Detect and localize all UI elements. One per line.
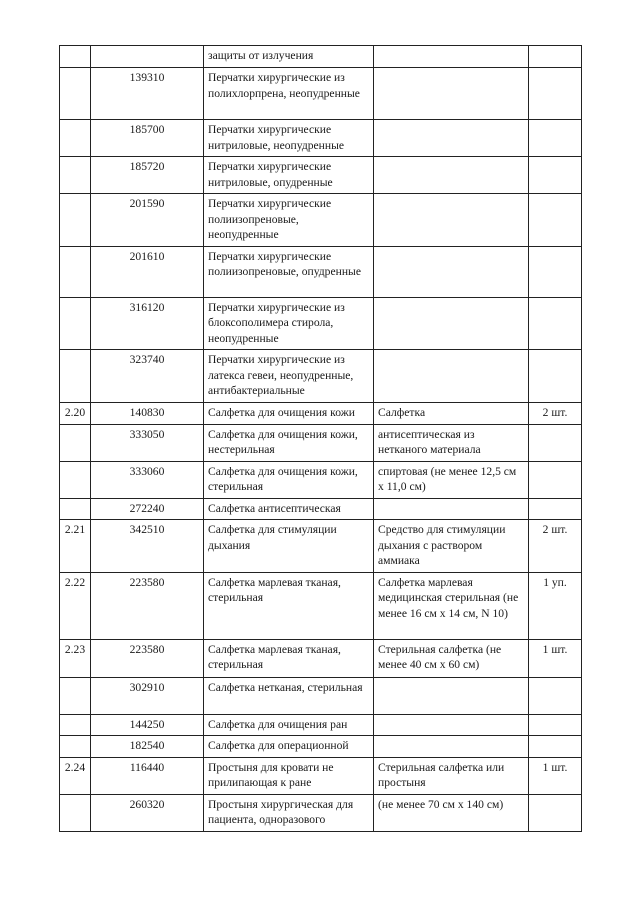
item-name: Салфетка нетканая, стерильная [204, 677, 374, 714]
table-row [60, 520, 582, 573]
item-name: Простыня для кровати не прилипающая к ране [204, 757, 374, 794]
item-code: 333050 [91, 424, 204, 461]
item-requirement [374, 736, 529, 758]
item-code: 182540 [91, 736, 204, 758]
item-code: 333060 [91, 461, 204, 498]
item-code: 185700 [91, 120, 204, 157]
item-code: 201610 [91, 246, 204, 297]
medical-supplies-table [59, 45, 582, 832]
table-row [60, 572, 582, 639]
document-page [59, 45, 582, 832]
item-quantity: 1 шт. [529, 639, 582, 677]
item-requirement [374, 194, 529, 247]
item-quantity [529, 424, 582, 461]
item-requirement [374, 120, 529, 157]
item-number [60, 194, 91, 247]
table-row [60, 639, 582, 677]
table-row [60, 757, 582, 794]
item-name: Простыня хирургическая для пациента, одноразового [204, 794, 374, 831]
item-quantity [529, 350, 582, 403]
item-code: 316120 [91, 297, 204, 350]
table-row [60, 498, 582, 520]
table-row [60, 46, 582, 68]
table-row [60, 402, 582, 424]
item-number [60, 498, 91, 520]
item-number [60, 157, 91, 194]
item-name: Перчатки хирургические из латекса гевеи, неопудренные, антибактериальные [204, 350, 374, 403]
item-requirement [374, 68, 529, 120]
item-quantity [529, 677, 582, 714]
item-name: защиты от излучения [204, 46, 374, 68]
item-quantity [529, 297, 582, 350]
item-number [60, 68, 91, 120]
item-code: 139310 [91, 68, 204, 120]
item-requirement: Салфетка марлевая медицинская стерильная (не менее 16 см х 14 см, N 10) [374, 572, 529, 639]
item-quantity: 1 шт. [529, 757, 582, 794]
item-name: Перчатки хирургические из полихлорпрена, неопудренные [204, 68, 374, 120]
item-name: Перчатки хирургические из блоксополимера стирола, неопудренные [204, 297, 374, 350]
item-quantity [529, 461, 582, 498]
table-row [60, 714, 582, 736]
item-requirement: Стерильная салфетка (не менее 40 см х 60 см) [374, 639, 529, 677]
table-row [60, 736, 582, 758]
item-requirement: Средство для стимуляции дыхания с раствором аммиака [374, 520, 529, 573]
item-code: 140830 [91, 402, 204, 424]
item-number [60, 794, 91, 831]
item-number [60, 714, 91, 736]
table-row [60, 350, 582, 403]
item-name: Салфетка для очищения кожи, стерильная [204, 461, 374, 498]
item-code: 223580 [91, 639, 204, 677]
item-number: 2.24 [60, 757, 91, 794]
item-requirement: Салфетка [374, 402, 529, 424]
item-number [60, 46, 91, 68]
item-quantity [529, 246, 582, 297]
item-requirement: (не менее 70 см х 140 см) [374, 794, 529, 831]
item-name: Салфетка для очищения кожи, нестерильная [204, 424, 374, 461]
table-row [60, 194, 582, 247]
item-requirement [374, 297, 529, 350]
table-row [60, 120, 582, 157]
table-row [60, 794, 582, 831]
item-code: 223580 [91, 572, 204, 639]
item-requirement: спиртовая (не менее 12,5 см х 11,0 см) [374, 461, 529, 498]
item-code: 272240 [91, 498, 204, 520]
item-number: 2.22 [60, 572, 91, 639]
item-name: Перчатки хирургические нитриловые, опудренные [204, 157, 374, 194]
item-number [60, 677, 91, 714]
item-number [60, 461, 91, 498]
item-code [91, 46, 204, 68]
item-name: Перчатки хирургические полиизопреновые, опудренные [204, 246, 374, 297]
item-quantity [529, 46, 582, 68]
item-name: Салфетка для стимуляции дыхания [204, 520, 374, 573]
item-number [60, 424, 91, 461]
item-quantity [529, 794, 582, 831]
item-code: 302910 [91, 677, 204, 714]
item-number: 2.21 [60, 520, 91, 573]
item-quantity: 2 шт. [529, 520, 582, 573]
table-row [60, 461, 582, 498]
item-quantity [529, 498, 582, 520]
item-name: Салфетка для очищения ран [204, 714, 374, 736]
table-row [60, 157, 582, 194]
item-requirement [374, 350, 529, 403]
item-number [60, 736, 91, 758]
item-number: 2.23 [60, 639, 91, 677]
item-number [60, 297, 91, 350]
table-row [60, 424, 582, 461]
item-code: 185720 [91, 157, 204, 194]
item-requirement [374, 46, 529, 68]
item-quantity [529, 157, 582, 194]
item-name: Салфетка марлевая тканая, стерильная [204, 572, 374, 639]
item-code: 260320 [91, 794, 204, 831]
item-quantity [529, 194, 582, 247]
item-number [60, 350, 91, 403]
table-row [60, 246, 582, 297]
item-name: Перчатки хирургические полиизопреновые, неопудренные [204, 194, 374, 247]
item-code: 116440 [91, 757, 204, 794]
item-quantity: 2 шт. [529, 402, 582, 424]
item-quantity [529, 120, 582, 157]
item-name: Салфетка марлевая тканая, стерильная [204, 639, 374, 677]
item-requirement: Стерильная салфетка или простыня [374, 757, 529, 794]
item-number [60, 120, 91, 157]
table-row [60, 68, 582, 120]
item-quantity [529, 714, 582, 736]
item-name: Салфетка для очищения кожи [204, 402, 374, 424]
item-requirement [374, 246, 529, 297]
item-requirement [374, 157, 529, 194]
item-code: 201590 [91, 194, 204, 247]
item-name: Салфетка для операционной [204, 736, 374, 758]
item-requirement [374, 714, 529, 736]
item-quantity: 1 уп. [529, 572, 582, 639]
item-quantity [529, 736, 582, 758]
item-requirement: антисептическая из нетканого материала [374, 424, 529, 461]
item-name: Перчатки хирургические нитриловые, неопудренные [204, 120, 374, 157]
item-name: Салфетка антисептическая [204, 498, 374, 520]
item-number [60, 246, 91, 297]
item-requirement [374, 498, 529, 520]
item-quantity [529, 68, 582, 120]
table-row [60, 297, 582, 350]
item-code: 144250 [91, 714, 204, 736]
item-requirement [374, 677, 529, 714]
item-code: 323740 [91, 350, 204, 403]
table-row [60, 677, 582, 714]
item-code: 342510 [91, 520, 204, 573]
item-number: 2.20 [60, 402, 91, 424]
